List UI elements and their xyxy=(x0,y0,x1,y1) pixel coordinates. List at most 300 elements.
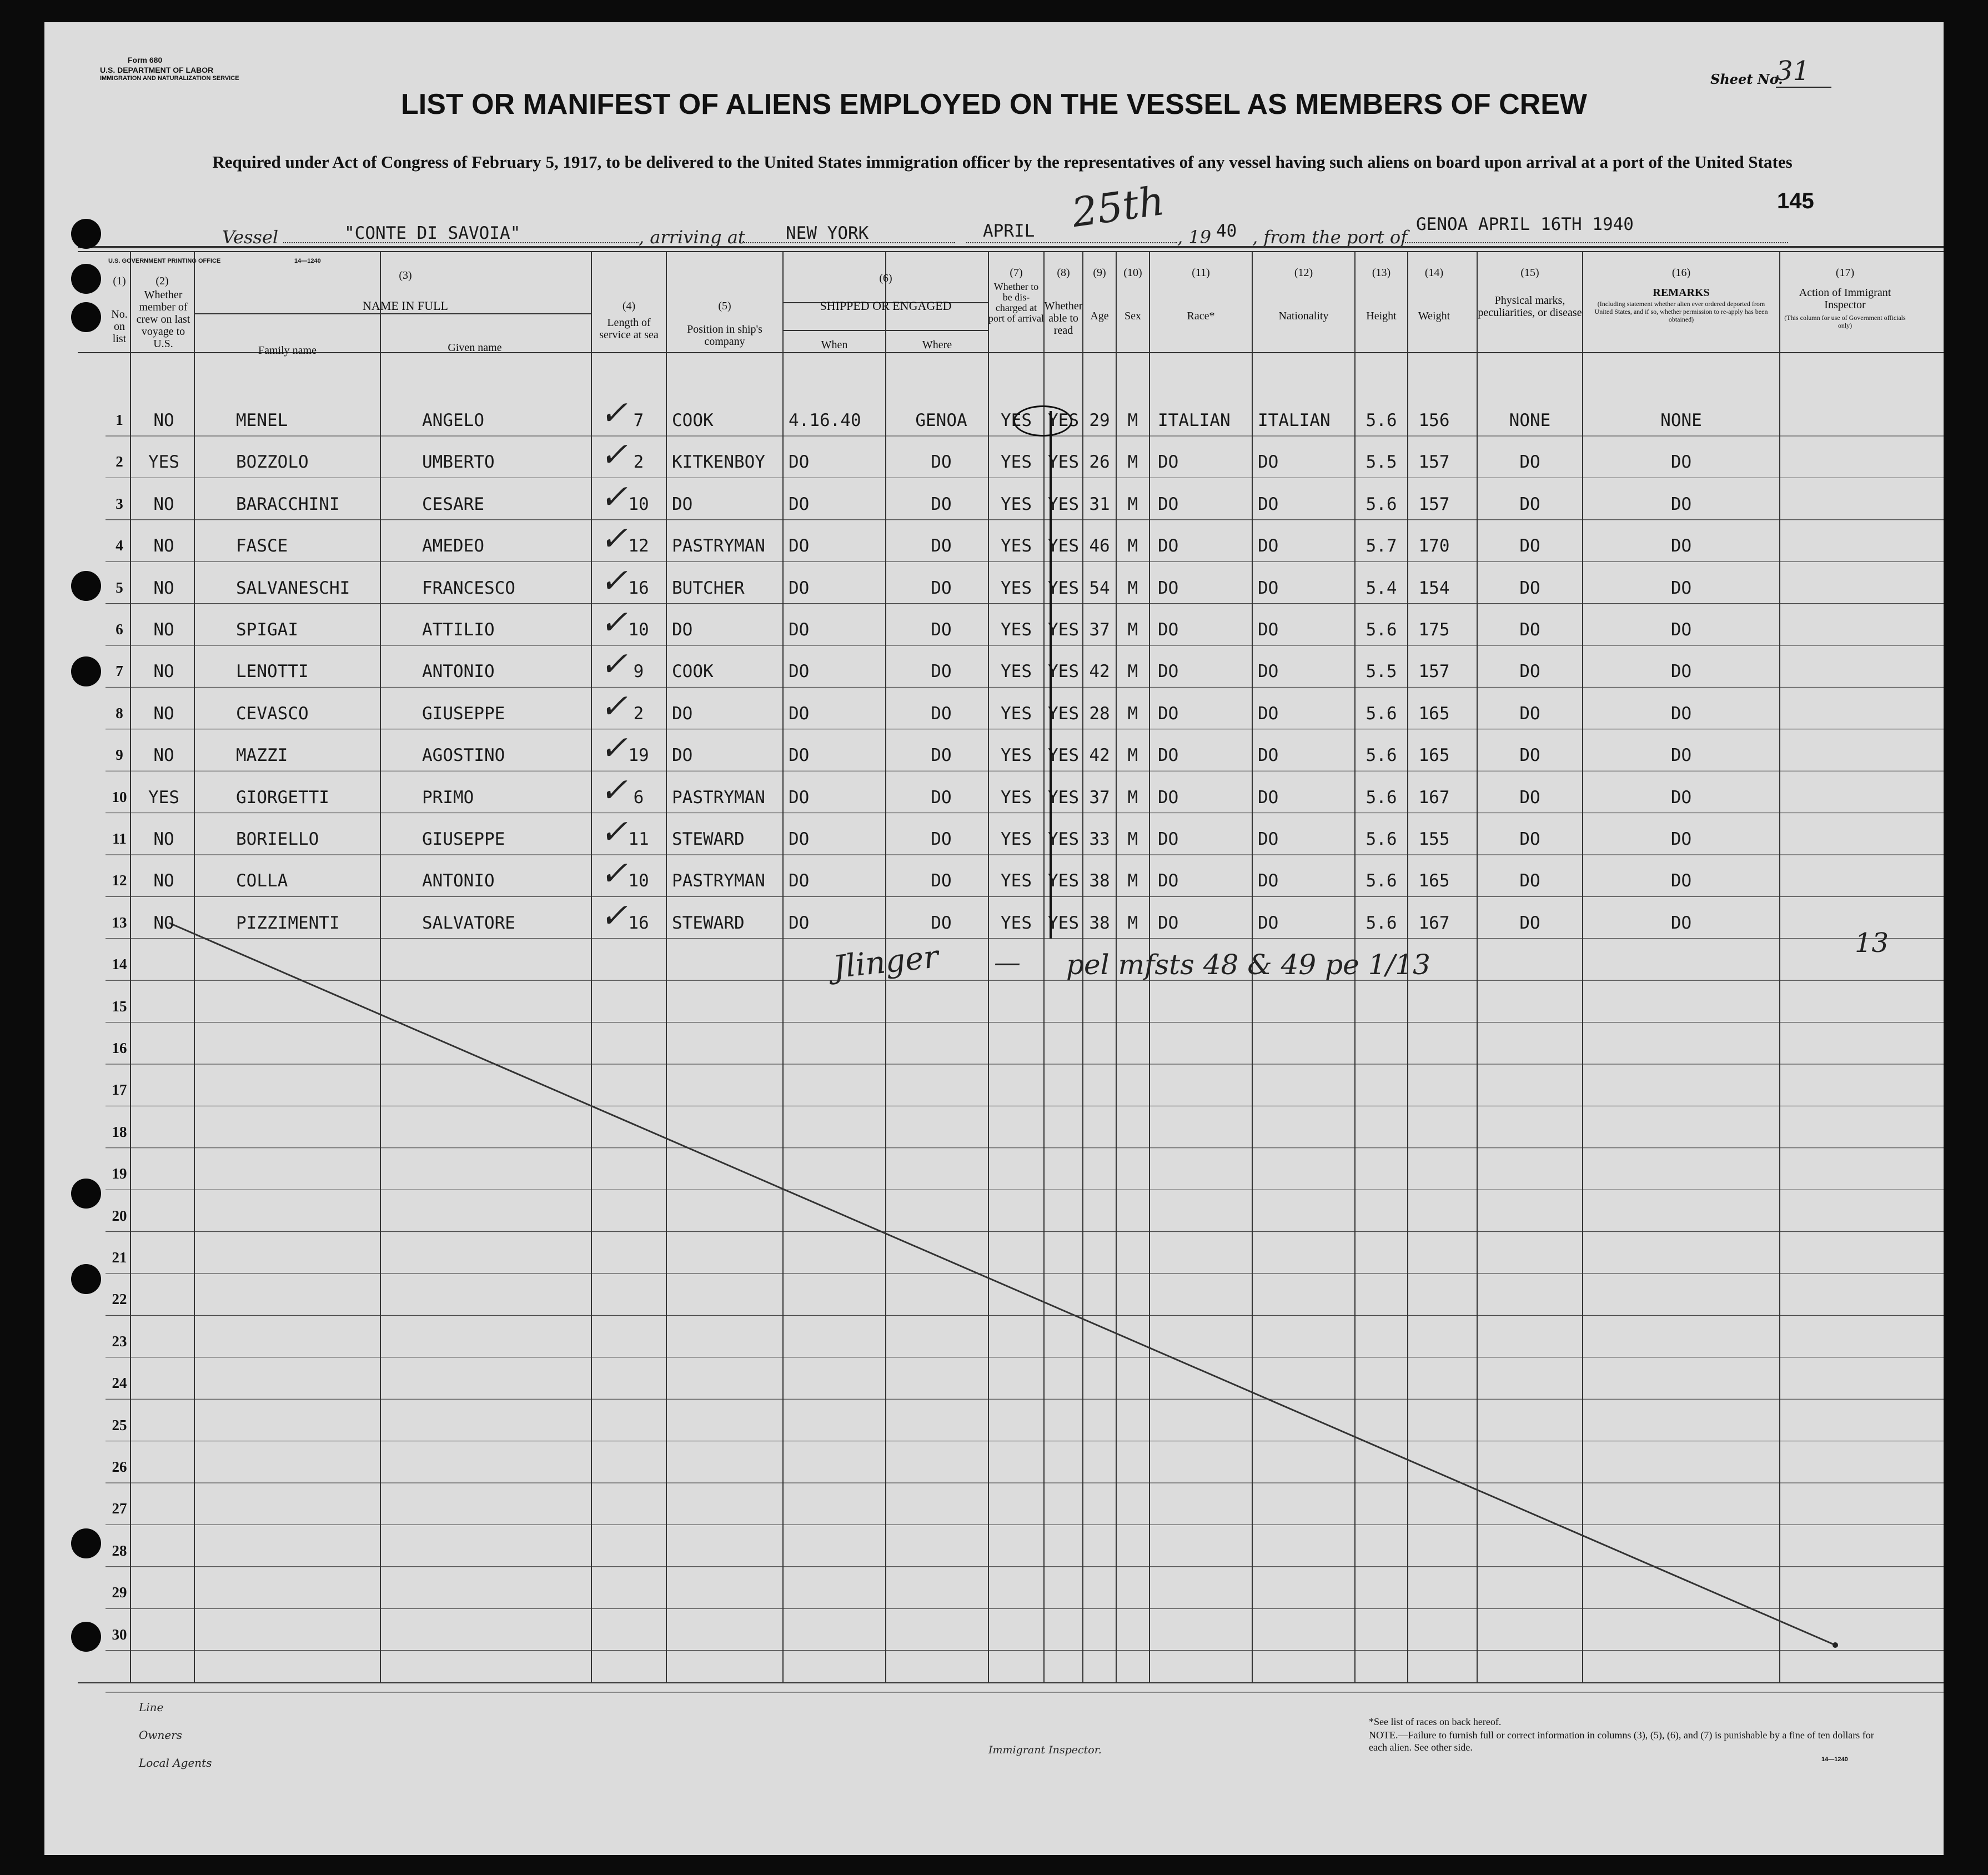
cell-where: GENOA xyxy=(915,410,967,430)
cell-position: PASTRYMAN xyxy=(672,871,765,891)
col4-number: (4) xyxy=(622,300,636,312)
cell-sex: M xyxy=(1127,829,1138,849)
cell-family: MAZZI xyxy=(236,745,288,766)
cell-age: 38 xyxy=(1089,871,1110,891)
cell-when: DO xyxy=(789,745,810,766)
cell-where: DO xyxy=(931,536,952,557)
cell-height: 5.6 xyxy=(1366,871,1397,891)
cell-discharge: YES xyxy=(1001,703,1032,724)
cell-height: 5.6 xyxy=(1366,410,1397,430)
col9-number: (9) xyxy=(1093,267,1106,279)
cell-where: DO xyxy=(931,452,952,473)
cell-nationality: DO xyxy=(1258,578,1279,598)
col14-number: (14) xyxy=(1424,267,1444,279)
cell-height: 5.5 xyxy=(1366,452,1397,473)
arrival-year: 40 xyxy=(1216,221,1237,241)
cell-prev: YES xyxy=(148,787,179,808)
cell-nationality: DO xyxy=(1258,829,1279,849)
row-number: 15 xyxy=(112,997,127,1015)
crew-count: 13 xyxy=(1855,928,1889,959)
cell-weight: 165 xyxy=(1418,871,1450,891)
cell-race: DO xyxy=(1158,620,1179,640)
cell-remarks: DO xyxy=(1670,578,1692,598)
row-number: 8 xyxy=(116,704,123,721)
cell-family: FASCE xyxy=(236,536,288,557)
col16-subheader: (Including statement whether alien ever ordered deported from United States, and if so, whether permission to re-apply has been obtained) xyxy=(1594,300,1768,323)
col15-number: (15) xyxy=(1520,267,1539,279)
cell-race: DO xyxy=(1158,829,1179,849)
cell-age: 31 xyxy=(1089,494,1110,514)
cell-where: DO xyxy=(931,829,952,849)
from-label: , from the port of xyxy=(1252,227,1408,248)
cell-sex: M xyxy=(1127,871,1138,891)
cell-when: DO xyxy=(789,536,810,557)
cell-sex: M xyxy=(1127,536,1138,557)
cell-prev: NO xyxy=(153,871,174,891)
cell-prev: NO xyxy=(153,410,174,430)
cell-race: DO xyxy=(1158,871,1179,891)
cell-position: KITKENBOY xyxy=(672,452,765,473)
row-number: 30 xyxy=(112,1626,127,1643)
col12-header: Nationality xyxy=(1278,310,1329,322)
cancel-diagonal-line xyxy=(169,923,1835,1645)
col16-number: (16) xyxy=(1671,267,1691,279)
cell-marks: DO xyxy=(1519,494,1540,514)
binder-hole xyxy=(71,219,101,249)
cell-sex: M xyxy=(1127,661,1138,682)
cell-race: DO xyxy=(1158,745,1179,766)
inspector-signature: Jlinger xyxy=(831,939,940,986)
cell-service: 7 xyxy=(633,410,644,430)
cell-read: YES xyxy=(1048,452,1079,473)
binder-hole xyxy=(71,1179,101,1209)
cell-when: DO xyxy=(789,787,810,808)
cell-position: PASTRYMAN xyxy=(672,536,765,557)
cell-when: DO xyxy=(789,703,810,724)
sheet-label: Sheet No. xyxy=(1710,71,1783,87)
cell-where: DO xyxy=(931,494,952,514)
cell-remarks: DO xyxy=(1670,829,1692,849)
cell-remarks: DO xyxy=(1670,703,1692,724)
row-number: 22 xyxy=(112,1291,127,1308)
discharge-column-pen-line xyxy=(1050,411,1052,939)
arriving-label: , arriving at xyxy=(639,227,745,248)
footer-note: NOTE.—Failure to furnish full or correct information in columns (3), (5), (6), and (7) is punishable by a fine of ten dollars for each alien. See other side. xyxy=(1369,1729,1874,1753)
cell-position: PASTRYMAN xyxy=(672,787,765,808)
subtitle: Required under Act of Congress of February 5, 1917, to be delivered to the United States immigration officer by the representatives of any vessel having such aliens on board upon arrival at a port of the United States xyxy=(212,152,1793,172)
department-label: U.S. DEPARTMENT OF LABOR xyxy=(100,66,214,74)
cell-age: 26 xyxy=(1089,452,1110,473)
cell-position: STEWARD xyxy=(672,829,745,849)
row-number: 25 xyxy=(112,1416,127,1433)
check-mark-icon: ✓ xyxy=(600,561,628,600)
cell-read: YES xyxy=(1048,913,1079,933)
cell-given: AMEDEO xyxy=(422,536,484,557)
cell-read: YES xyxy=(1048,745,1079,766)
cell-race: DO xyxy=(1158,578,1179,598)
cell-height: 5.6 xyxy=(1366,703,1397,724)
cell-nationality: DO xyxy=(1258,494,1279,514)
cell-read: YES xyxy=(1048,620,1079,640)
from-port: GENOA APRIL 16TH 1940 xyxy=(1416,214,1634,234)
cell-when: DO xyxy=(789,494,810,514)
cell-remarks: DO xyxy=(1670,745,1692,766)
cell-height: 5.7 xyxy=(1366,536,1397,557)
cell-discharge: YES xyxy=(1001,494,1032,514)
check-mark-icon: ✓ xyxy=(600,477,628,517)
check-mark-icon: ✓ xyxy=(600,854,628,894)
cell-service: 2 xyxy=(633,452,644,473)
cell-position: DO xyxy=(672,494,693,514)
cell-sex: M xyxy=(1127,578,1138,598)
check-mark-icon: ✓ xyxy=(600,645,628,684)
col3-number: (3) xyxy=(399,269,412,282)
cell-service: 10 xyxy=(628,620,649,640)
footer-owners-label: Owners xyxy=(139,1728,183,1742)
check-mark-icon: ✓ xyxy=(600,435,628,475)
cell-marks: DO xyxy=(1519,745,1540,766)
row-number: 27 xyxy=(112,1500,127,1517)
discharge-circle-mark xyxy=(1013,405,1072,437)
binder-hole xyxy=(71,302,101,332)
row-number: 16 xyxy=(112,1040,127,1056)
cell-position: DO xyxy=(672,745,693,766)
cell-when: DO xyxy=(789,452,810,473)
cell-sex: M xyxy=(1127,494,1138,514)
cell-family: BOZZOLO xyxy=(236,452,309,473)
cell-when: DO xyxy=(789,829,810,849)
cell-where: DO xyxy=(931,745,952,766)
cell-prev: YES xyxy=(148,452,179,473)
cell-when: DO xyxy=(789,661,810,682)
cell-family: PIZZIMENTI xyxy=(236,913,340,933)
cell-given: UMBERTO xyxy=(422,452,495,473)
cell-remarks: DO xyxy=(1670,620,1692,640)
cell-weight: 154 xyxy=(1418,578,1450,598)
cell-remarks: DO xyxy=(1670,913,1692,933)
check-mark-icon: ✓ xyxy=(600,729,628,768)
sheet-number: 31 xyxy=(1776,56,1831,88)
row-number: 14 xyxy=(112,956,127,973)
cell-discharge: YES xyxy=(1001,913,1032,933)
cell-read: YES xyxy=(1048,871,1079,891)
cell-marks: DO xyxy=(1519,829,1540,849)
col1-header: No. on list xyxy=(111,308,128,345)
binder-hole xyxy=(71,571,101,601)
col3-header: NAME IN FULL xyxy=(363,299,448,313)
cell-nationality: DO xyxy=(1258,620,1279,640)
cell-age: 38 xyxy=(1089,913,1110,933)
cell-when: DO xyxy=(789,871,810,891)
row-number: 17 xyxy=(112,1081,127,1099)
cell-service: 6 xyxy=(633,787,644,808)
cell-family: BORIELLO xyxy=(236,829,319,849)
cell-given: CESARE xyxy=(422,494,484,514)
cell-read: YES xyxy=(1048,787,1079,808)
cell-height: 5.6 xyxy=(1366,913,1397,933)
cell-read: YES xyxy=(1048,578,1079,598)
footer-line-label: Line xyxy=(139,1701,164,1714)
binder-hole xyxy=(71,1622,101,1652)
cell-discharge: YES xyxy=(1001,620,1032,640)
cell-weight: 167 xyxy=(1418,787,1450,808)
cell-position: STEWARD xyxy=(672,913,745,933)
cell-prev: NO xyxy=(153,536,174,557)
cell-given: ANGELO xyxy=(422,410,484,430)
cell-race: DO xyxy=(1158,452,1179,473)
cell-given: ANTONIO xyxy=(422,871,495,891)
cell-given: GIUSEPPE xyxy=(422,703,505,724)
col13-number: (13) xyxy=(1372,267,1391,279)
check-mark-icon: ✓ xyxy=(600,603,628,642)
printing-code-label: 14—1240 xyxy=(294,258,321,264)
cell-height: 5.6 xyxy=(1366,787,1397,808)
cell-marks: DO xyxy=(1519,452,1540,473)
cell-marks: DO xyxy=(1519,578,1540,598)
cell-read: YES xyxy=(1048,536,1079,557)
cell-race: DO xyxy=(1158,787,1179,808)
cell-service: 16 xyxy=(628,913,649,933)
cell-service: 19 xyxy=(628,745,649,766)
col7-header: Whether to be dis-charged at port of arrival xyxy=(988,281,1044,324)
service-label: IMMIGRATION AND NATURALIZATION SERVICE xyxy=(100,75,239,82)
year-prefix: , 19 xyxy=(1177,227,1212,248)
arrival-day-handwritten: 25th xyxy=(1068,177,1167,237)
cell-when: 4.16.40 xyxy=(789,410,861,430)
vessel-label: Vessel xyxy=(222,227,279,248)
cell-discharge: YES xyxy=(1001,452,1032,473)
cell-discharge: YES xyxy=(1001,578,1032,598)
cell-remarks: DO xyxy=(1670,661,1692,682)
col12-number: (12) xyxy=(1294,267,1313,279)
cell-sex: M xyxy=(1127,452,1138,473)
footer-agents-label: Local Agents xyxy=(139,1756,212,1769)
cell-when: DO xyxy=(789,620,810,640)
page-number: 145 xyxy=(1777,189,1814,213)
row-number: 9 xyxy=(116,746,123,764)
row-number: 23 xyxy=(112,1332,127,1350)
cell-family: SPIGAI xyxy=(236,620,298,640)
col10-number: (10) xyxy=(1123,267,1142,279)
cell-sex: M xyxy=(1127,913,1138,933)
cell-family: MENEL xyxy=(236,410,288,430)
cell-height: 5.4 xyxy=(1366,578,1397,598)
annotation-dash: — xyxy=(994,947,1021,978)
cell-read: YES xyxy=(1048,494,1079,514)
col8-header: Whether able to read xyxy=(1044,300,1083,337)
manifest-note: pel mfsts 48 & 49 pe 1/13 xyxy=(1066,949,1430,981)
cell-read: YES xyxy=(1048,703,1079,724)
cell-given: FRANCESCO xyxy=(422,578,515,598)
col17-header: Action of Immigrant Inspector xyxy=(1799,287,1891,311)
cell-sex: M xyxy=(1127,410,1138,430)
cell-position: DO xyxy=(672,703,693,724)
cell-marks: DO xyxy=(1519,620,1540,640)
arriving-port: NEW YORK xyxy=(786,223,869,243)
col5-header: Position in ship's company xyxy=(687,323,762,348)
col16-header: REMARKS xyxy=(1653,287,1710,299)
cell-read: YES xyxy=(1048,829,1079,849)
cell-position: DO xyxy=(672,620,693,640)
col6-where-header: Where xyxy=(922,339,952,351)
check-mark-icon: ✓ xyxy=(600,770,628,810)
cell-given: ATTILIO xyxy=(422,620,495,640)
col17-subheader: (This column for use of Government officials only) xyxy=(1784,314,1906,329)
row-number: 24 xyxy=(112,1375,127,1392)
row-number: 28 xyxy=(112,1542,127,1559)
row-number: 19 xyxy=(112,1165,127,1182)
cell-age: 42 xyxy=(1089,745,1110,766)
cell-age: 28 xyxy=(1089,703,1110,724)
cell-prev: NO xyxy=(153,494,174,514)
col14-header: Weight xyxy=(1418,310,1450,322)
cell-weight: 170 xyxy=(1418,536,1450,557)
cell-sex: M xyxy=(1127,745,1138,766)
col13-header: Height xyxy=(1366,310,1397,322)
cell-age: 37 xyxy=(1089,620,1110,640)
cell-prev: NO xyxy=(153,578,174,598)
cell-weight: 157 xyxy=(1418,494,1450,514)
cell-race: DO xyxy=(1158,703,1179,724)
printing-office-label: U.S. GOVERNMENT PRINTING OFFICE xyxy=(108,258,221,264)
cell-weight: 157 xyxy=(1418,452,1450,473)
col8-number: (8) xyxy=(1057,267,1070,279)
manifest-sheet xyxy=(44,22,1944,1855)
cell-remarks: DO xyxy=(1670,452,1692,473)
cell-age: 42 xyxy=(1089,661,1110,682)
cell-marks: DO xyxy=(1519,787,1540,808)
cell-sex: M xyxy=(1127,703,1138,724)
binder-hole xyxy=(71,1528,101,1558)
cancel-line-end-dot xyxy=(1833,1642,1838,1648)
col2-header: Whether member of crew on last voyage to U.S. xyxy=(136,289,190,350)
cell-height: 5.6 xyxy=(1366,494,1397,514)
cell-age: 33 xyxy=(1089,829,1110,849)
cell-marks: DO xyxy=(1519,536,1540,557)
cell-age: 29 xyxy=(1089,410,1110,430)
cell-position: COOK xyxy=(672,410,714,430)
cell-read: YES xyxy=(1048,410,1079,430)
cell-marks: DO xyxy=(1519,871,1540,891)
cell-remarks: DO xyxy=(1670,536,1692,557)
col9-header: Age xyxy=(1090,310,1109,322)
cell-marks: DO xyxy=(1519,703,1540,724)
cell-given: ANTONIO xyxy=(422,661,495,682)
footer-code: 14—1240 xyxy=(1821,1756,1848,1763)
cell-height: 5.6 xyxy=(1366,620,1397,640)
row-number: 3 xyxy=(116,495,123,512)
cell-height: 5.6 xyxy=(1366,829,1397,849)
arrival-month: APRIL xyxy=(983,221,1035,241)
cell-service: 2 xyxy=(633,703,644,724)
cell-prev: NO xyxy=(153,913,174,933)
cell-position: BUTCHER xyxy=(672,578,745,598)
cell-discharge: YES xyxy=(1001,536,1032,557)
col6-when-header: When xyxy=(821,339,848,351)
cell-prev: NO xyxy=(153,703,174,724)
col11-header: Race* xyxy=(1187,310,1215,322)
cell-discharge: YES xyxy=(1001,661,1032,682)
check-mark-icon: ✓ xyxy=(600,394,628,433)
cell-weight: 167 xyxy=(1418,913,1450,933)
cell-nationality: DO xyxy=(1258,536,1279,557)
cell-sex: M xyxy=(1127,620,1138,640)
cell-family: CEVASCO xyxy=(236,703,309,724)
row-number: 21 xyxy=(112,1249,127,1266)
row-number: 7 xyxy=(116,663,123,680)
row-number: 2 xyxy=(116,453,123,470)
binder-hole xyxy=(71,264,101,294)
cell-where: DO xyxy=(931,787,952,808)
cell-weight: 155 xyxy=(1418,829,1450,849)
cell-given: GIUSEPPE xyxy=(422,829,505,849)
cell-service: 10 xyxy=(628,494,649,514)
col10-header: Sex xyxy=(1124,310,1141,322)
binder-hole xyxy=(71,656,101,686)
cell-remarks: DO xyxy=(1670,787,1692,808)
page-title: LIST OR MANIFEST OF ALIENS EMPLOYED ON THE VESSEL AS MEMBERS OF CREW xyxy=(401,88,1587,121)
cell-weight: 156 xyxy=(1418,410,1450,430)
cell-discharge: YES xyxy=(1001,787,1032,808)
cell-weight: 165 xyxy=(1418,703,1450,724)
col7-number: (7) xyxy=(1010,267,1023,279)
cell-remarks: DO xyxy=(1670,871,1692,891)
col15-header: Physical marks, peculiarities, or disease xyxy=(1478,294,1582,319)
cell-position: COOK xyxy=(672,661,714,682)
cell-marks: NONE xyxy=(1509,410,1551,430)
cell-family: SALVANESCHI xyxy=(236,578,350,598)
row-number: 18 xyxy=(112,1123,127,1140)
footer-races-note: *See list of races on back hereof. xyxy=(1369,1716,1502,1727)
cell-given: PRIMO xyxy=(422,787,474,808)
row-number: 13 xyxy=(112,914,127,931)
row-number: 1 xyxy=(116,412,123,428)
cell-height: 5.5 xyxy=(1366,661,1397,682)
col3-given-header: Given name xyxy=(448,342,502,354)
check-mark-icon: ✓ xyxy=(600,813,628,851)
cell-when: DO xyxy=(789,913,810,933)
cell-height: 5.6 xyxy=(1366,745,1397,766)
row-number: 4 xyxy=(116,537,123,554)
cell-read: YES xyxy=(1048,661,1079,682)
row-number: 11 xyxy=(112,830,127,847)
cell-race: DO xyxy=(1158,661,1179,682)
cell-discharge: YES xyxy=(1001,745,1032,766)
cell-family: GIORGETTI xyxy=(236,787,329,808)
cell-service: 10 xyxy=(628,871,649,891)
row-number: 6 xyxy=(116,621,123,638)
cell-where: DO xyxy=(931,620,952,640)
cell-prev: NO xyxy=(153,661,174,682)
cell-remarks: DO xyxy=(1670,494,1692,514)
cell-marks: DO xyxy=(1519,661,1540,682)
cell-age: 46 xyxy=(1089,536,1110,557)
cell-marks: DO xyxy=(1519,913,1540,933)
check-mark-icon: ✓ xyxy=(600,519,628,559)
cell-race: DO xyxy=(1158,536,1179,557)
col3-family-header: Family name xyxy=(258,344,317,357)
cell-nationality: DO xyxy=(1258,913,1279,933)
cell-race: DO xyxy=(1158,913,1179,933)
cell-family: BARACCHINI xyxy=(236,494,340,514)
col6-number: (6) xyxy=(879,272,892,284)
col2-number: (2) xyxy=(155,275,169,287)
form-number: Form 680 xyxy=(128,56,163,64)
cell-discharge: YES xyxy=(1001,410,1032,430)
cell-nationality: ITALIAN xyxy=(1258,410,1331,430)
cell-weight: 175 xyxy=(1418,620,1450,640)
cell-nationality: DO xyxy=(1258,787,1279,808)
